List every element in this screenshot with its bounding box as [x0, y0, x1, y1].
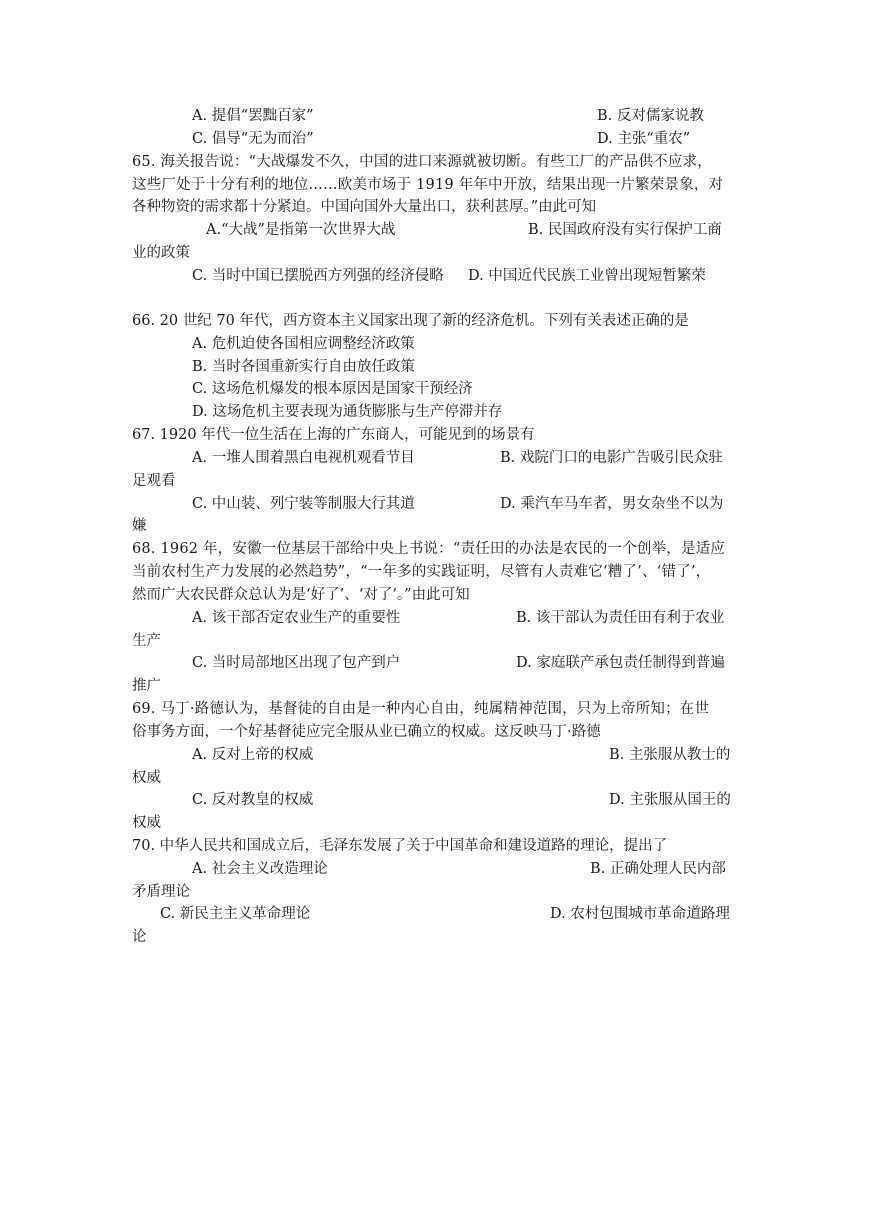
- q68-stem-line-1: 68. 1962 年，安徽一位基层干部给中央上书说：“责任田的办法是农民的一个创举，是适应: [132, 541, 726, 557]
- q65-option-b: B. 民国政府没有实行保护工商: [528, 222, 722, 238]
- q69-option-d-continued: 权威: [132, 815, 161, 831]
- q64-option-d: D. 主张“重农”: [597, 131, 691, 147]
- q70-option-a: A. 社会主义改造理论: [192, 861, 328, 877]
- q70-option-d: D. 农村包围城市革命道路理: [550, 906, 730, 922]
- q65-option-c: C. 当时中国已摆脱西方列强的经济侵略: [192, 268, 444, 284]
- q64-option-a: A. 提倡“罢黜百家”: [192, 108, 314, 124]
- q66-option-c: C. 这场危机爆发的根本原因是国家干预经济: [192, 381, 473, 397]
- q65-stem-line-3: 各种物资的需求都十分紧迫。中国向国外大量出口，获利甚厚。”由此可知: [132, 199, 597, 215]
- q67-stem: 67. 1920 年代一位生活在上海的广东商人，可能见到的场景有: [132, 427, 535, 443]
- q64-option-c: C. 倡导“无为而治”: [192, 131, 314, 147]
- q65-option-a: A.“大战”是指第一次世界大战: [206, 222, 396, 238]
- q65-option-b-continued: 业的政策: [132, 245, 190, 261]
- q69-stem-line-1: 69. 马丁·路德认为，基督徒的自由是一种内心自由，纯属精神范围，只为上帝所知；在世: [132, 701, 710, 717]
- q69-option-a: A. 反对上帝的权威: [192, 747, 314, 763]
- q69-option-b-continued: 权威: [132, 770, 161, 786]
- q70-option-c: C. 新民主主义革命理论: [160, 906, 311, 922]
- q68-option-c: C. 当时局部地区出现了包产到户: [192, 655, 401, 671]
- q70-option-b-continued: 矛盾理论: [132, 884, 190, 900]
- q66-stem: 66. 20 世纪 70 年代，西方资本主义国家出现了新的经济危机。下列有关表述正确的是: [132, 313, 689, 329]
- q70-stem: 70. 中华人民共和国成立后，毛泽东发展了关于中国革命和建设道路的理论，提出了: [132, 838, 668, 854]
- q66-option-b: B. 当时各国重新实行自由放任政策: [192, 359, 415, 375]
- q66-option-d: D. 这场危机主要表现为通货膨胀与生产停滞并存: [192, 404, 503, 420]
- q65-stem-line-2: 这些厂处于十分有利的地位……欧美市场于 1919 年年中开放，结果出现一片繁荣景象，对: [132, 177, 724, 193]
- q67-option-b: B. 戏院门口的电影广告吸引民众驻: [500, 450, 723, 466]
- q68-option-d-continued: 推广: [132, 678, 161, 694]
- q69-option-b: B. 主张服从教士的: [609, 747, 731, 763]
- q67-option-d-continued: 嫌: [132, 518, 147, 534]
- q69-option-d: D. 主张服从国王的: [609, 792, 731, 808]
- q67-option-d: D. 乘汽车马车者，男女杂坐不以为: [500, 496, 724, 512]
- q68-stem-line-3: 然而广大农民群众总认为是‘好了’、‘对了’。”由此可知: [132, 587, 470, 603]
- q64-option-b: B. 反对儒家说教: [597, 108, 704, 124]
- q70-option-b: B. 正确处理人民内部: [590, 861, 726, 877]
- q69-stem-line-2: 俗事务方面，一个好基督徒应完全服从业已确立的权威。这反映马丁·路德: [132, 724, 601, 740]
- q68-option-d: D. 家庭联产承包责任制得到普遍: [516, 655, 725, 671]
- q70-option-d-continued: 论: [132, 929, 147, 945]
- q67-option-b-continued: 足观看: [132, 473, 176, 489]
- q68-option-b: B. 该干部认为责任田有利于农业: [516, 610, 725, 626]
- q69-option-c: C. 反对教皇的权威: [192, 792, 314, 808]
- q68-stem-line-2: 当前农村生产力发展的必然趋势”，“一年多的实践证明，尽管有人责难它‘糟了’、‘错了’，: [132, 564, 711, 580]
- q65-stem-line-1: 65. 海关报告说：“大战爆发不久，中国的进口来源就被切断。有些工厂的产品供不应求，: [132, 154, 712, 170]
- q68-option-a: A. 该干部否定农业生产的重要性: [192, 610, 401, 626]
- q67-option-a: A. 一堆人围着黑白电视机观看节目: [192, 450, 415, 466]
- q67-option-c: C. 中山装、列宁装等制服大行其道: [192, 496, 415, 512]
- q65-option-d: D. 中国近代民族工业曾出现短暂繁荣: [468, 268, 706, 284]
- q68-option-b-continued: 生产: [132, 633, 161, 649]
- q66-option-a: A. 危机迫使各国相应调整经济政策: [192, 336, 415, 352]
